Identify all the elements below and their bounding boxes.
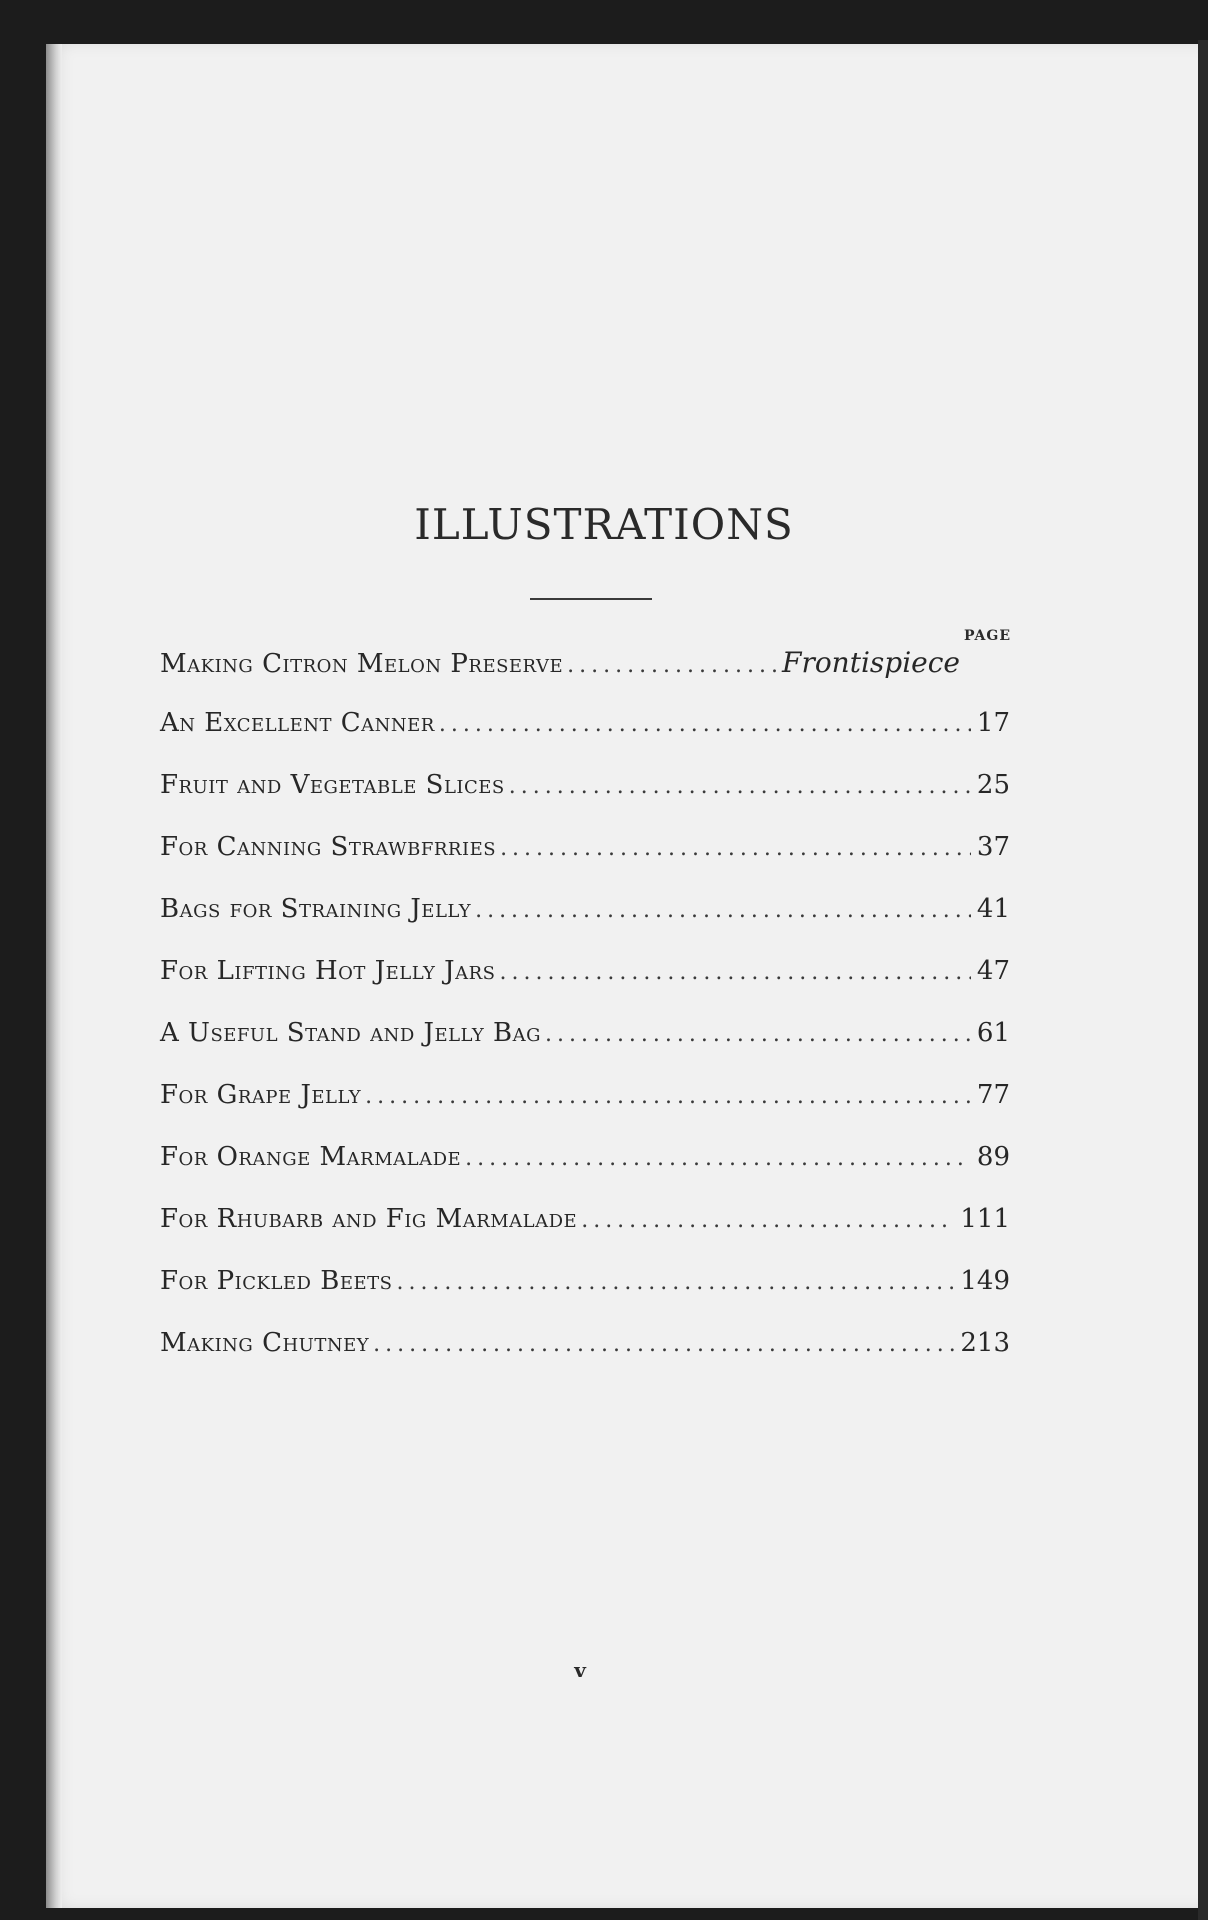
page-folio: v [574,1658,586,1682]
entry-page: 41 [976,894,1010,924]
entry-page: 77 [976,1080,1010,1110]
entry-page: Frontispiece [782,646,960,679]
entry-page: 47 [976,956,1010,986]
dot-leader [439,712,971,737]
entry-page: 17 [976,708,1010,738]
dot-leader [567,653,780,678]
entry-label: For Orange Marmalade [160,1142,462,1172]
dot-leader [500,836,971,861]
dot-leader [373,1332,954,1357]
entry-label: For Rhubarb and Fig Marmalade [160,1204,578,1234]
scan-edge [1198,40,1208,1920]
entry-page: 61 [976,1018,1010,1048]
binding-gutter [46,44,62,1908]
dot-leader [465,1146,971,1171]
list-item [160,646,1010,708]
entry-page: 25 [976,770,1010,800]
entry-label: Making Chutney [160,1328,370,1358]
list-item [160,894,1010,956]
list-item [160,1328,1010,1390]
list-item [160,832,1010,894]
page-column-heading: PAGE [964,628,1011,644]
entry-label: Bags for Straining Jelly [160,894,472,924]
list-item [160,1204,1010,1266]
entry-label: Fruit and Vegetable Slices [160,770,505,800]
list-item [160,1080,1010,1142]
illustrations-list [160,646,1010,1390]
entry-label: A Useful Stand and Jelly Bag [160,1018,541,1048]
entry-label: Making Citron Melon Preserve [160,649,564,679]
entry-label: For Canning Strawbfrries [160,832,497,862]
entry-page: 89 [976,1142,1010,1172]
list-item [160,1142,1010,1204]
dot-leader [581,1208,954,1233]
list-item [160,1018,1010,1080]
dot-leader [475,898,971,923]
entry-page: 149 [960,1266,1010,1296]
entry-label: For Lifting Hot Jelly Jars [160,956,496,986]
dot-leader [509,774,971,799]
list-item [160,708,1010,770]
dot-leader [499,960,970,985]
dot-leader [545,1022,971,1047]
list-item [160,1266,1010,1328]
entry-page: 111 [960,1204,1010,1234]
entry-label: For Grape Jelly [160,1080,362,1110]
list-item [160,770,1010,832]
entry-label: For Pickled Beets [160,1266,393,1296]
entry-page: 37 [976,832,1010,862]
dot-leader [365,1084,971,1109]
entry-label: An Excellent Canner [160,708,435,738]
list-item [160,956,1010,1018]
page-title: ILLUSTRATIONS [414,500,794,549]
title-rule [530,598,652,600]
dot-leader [396,1270,954,1295]
entry-page: 213 [960,1328,1010,1358]
